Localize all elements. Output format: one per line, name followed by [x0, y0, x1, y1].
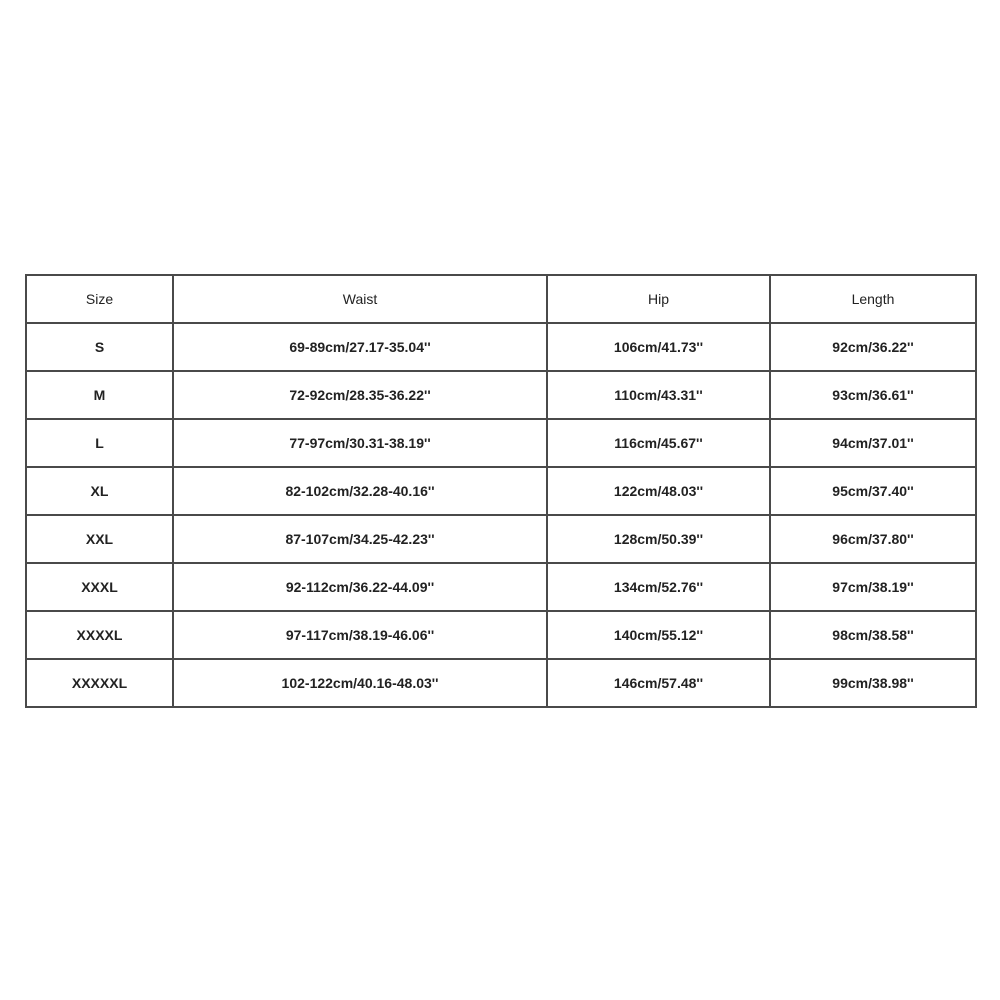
- cell-size: XXXXXL: [26, 659, 173, 707]
- cell-length: 98cm/38.58'': [770, 611, 976, 659]
- cell-hip: 110cm/43.31'': [547, 371, 770, 419]
- cell-size: XXXL: [26, 563, 173, 611]
- cell-size: S: [26, 323, 173, 371]
- header-hip: Hip: [547, 275, 770, 323]
- cell-length: 94cm/37.01'': [770, 419, 976, 467]
- size-chart-table: [25, 274, 977, 708]
- size-chart-header: [26, 275, 976, 323]
- cell-hip: 146cm/57.48'': [547, 659, 770, 707]
- cell-length: 95cm/37.40'': [770, 467, 976, 515]
- cell-waist: 102-122cm/40.16-48.03'': [173, 659, 547, 707]
- header-waist: Waist: [173, 275, 547, 323]
- table-row: [26, 323, 976, 371]
- header-size: Size: [26, 275, 173, 323]
- header-length: Length: [770, 275, 976, 323]
- table-row: [26, 515, 976, 563]
- cell-waist: 97-117cm/38.19-46.06'': [173, 611, 547, 659]
- cell-length: 97cm/38.19'': [770, 563, 976, 611]
- cell-hip: 122cm/48.03'': [547, 467, 770, 515]
- cell-size: XXXXL: [26, 611, 173, 659]
- table-row: [26, 467, 976, 515]
- cell-waist: 92-112cm/36.22-44.09'': [173, 563, 547, 611]
- cell-hip: 128cm/50.39'': [547, 515, 770, 563]
- cell-waist: 77-97cm/30.31-38.19'': [173, 419, 547, 467]
- cell-length: 93cm/36.61'': [770, 371, 976, 419]
- table-row: [26, 371, 976, 419]
- cell-length: 92cm/36.22'': [770, 323, 976, 371]
- cell-size: XXL: [26, 515, 173, 563]
- size-chart-body: [26, 323, 976, 707]
- cell-waist: 72-92cm/28.35-36.22'': [173, 371, 547, 419]
- cell-length: 96cm/37.80'': [770, 515, 976, 563]
- cell-length: 99cm/38.98'': [770, 659, 976, 707]
- cell-hip: 134cm/52.76'': [547, 563, 770, 611]
- table-row: [26, 659, 976, 707]
- cell-size: XL: [26, 467, 173, 515]
- cell-size: L: [26, 419, 173, 467]
- cell-size: M: [26, 371, 173, 419]
- cell-hip: 140cm/55.12'': [547, 611, 770, 659]
- table-row: [26, 563, 976, 611]
- cell-hip: 116cm/45.67'': [547, 419, 770, 467]
- cell-waist: 87-107cm/34.25-42.23'': [173, 515, 547, 563]
- header-row: [26, 275, 976, 323]
- table-row: [26, 419, 976, 467]
- cell-hip: 106cm/41.73'': [547, 323, 770, 371]
- cell-waist: 69-89cm/27.17-35.04'': [173, 323, 547, 371]
- table-row: [26, 611, 976, 659]
- cell-waist: 82-102cm/32.28-40.16'': [173, 467, 547, 515]
